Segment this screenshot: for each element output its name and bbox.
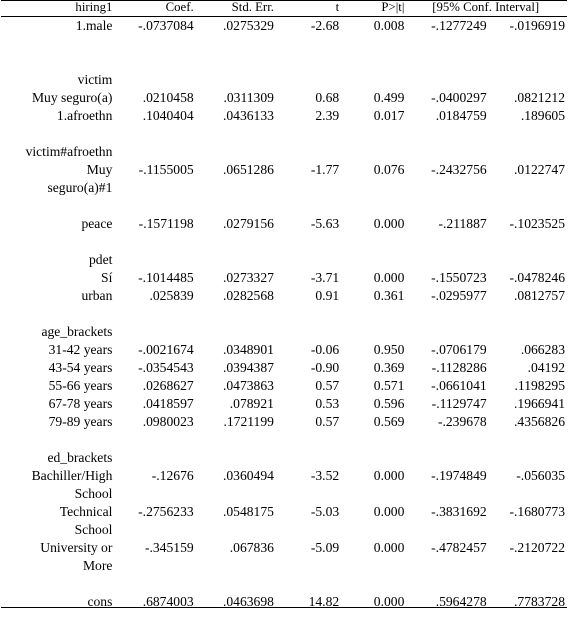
group-header-row: [1, 251, 567, 269]
coef-cell: .6874003: [142, 594, 194, 609]
row-label: 1.afroethn: [56, 108, 113, 123]
p-cell: 0.017: [373, 108, 405, 123]
row-label: 43-54 years: [48, 360, 113, 375]
ci-low-cell: -.1550723: [431, 270, 487, 285]
ci-low-cell: -.4782457: [431, 540, 487, 555]
group-header-row: [1, 143, 567, 161]
p-cell: 0.000: [373, 540, 405, 555]
se-cell: .0360494: [222, 468, 274, 483]
t-cell: -3.52: [310, 468, 340, 483]
se-cell: .0273327: [222, 270, 274, 285]
se-cell: .0651286: [222, 162, 274, 177]
group-label: victim: [77, 72, 113, 87]
se-cell: .1721199: [223, 414, 274, 429]
row-label: Muy: [86, 162, 113, 177]
ci-high-cell: -.056035: [516, 468, 565, 483]
row-label: 79-89 years: [48, 414, 113, 429]
t-cell: 0.68: [315, 90, 340, 105]
coef-cell: -.0737084: [138, 18, 194, 33]
depvar-header: hiring1: [1, 0, 112, 17]
table-row: [1, 467, 567, 485]
table-row: [1, 593, 567, 611]
p-cell: 0.076: [373, 162, 405, 177]
group-label: ed_brackets: [47, 450, 113, 465]
label-continuation-row: [1, 521, 567, 539]
t-cell: 14.82: [308, 594, 340, 609]
coef-cell: -.12676: [151, 468, 194, 483]
coef-cell: -.1571198: [138, 216, 194, 231]
row-label: 55-66 years: [48, 378, 113, 393]
ci-high-cell: -.0196919: [509, 18, 565, 33]
group-header-row: [1, 71, 567, 89]
t-cell: -5.03: [310, 504, 340, 519]
ci-high-cell: -.0478246: [509, 270, 565, 285]
table-header: [1, 0, 567, 17]
row-label: 31-42 years: [48, 342, 113, 357]
coef-cell: .0210458: [142, 90, 194, 105]
t-cell: 2.39: [315, 108, 340, 123]
p-header: P>|t|: [339, 0, 404, 17]
label-continuation-row: [1, 485, 567, 503]
se-header: Std. Err.: [194, 0, 274, 17]
p-cell: 0.000: [373, 270, 405, 285]
ci-low-cell: -.1277249: [431, 18, 487, 33]
se-cell: .0548175: [222, 504, 274, 519]
coef-cell: -.0354543: [138, 360, 194, 375]
row-label-continued: More: [82, 558, 113, 573]
t-cell: -0.90: [310, 360, 340, 375]
se-cell: .067836: [229, 540, 274, 555]
row-label: University or: [40, 540, 113, 555]
coef-cell: -.345159: [144, 540, 194, 555]
coef-cell: .0980023: [142, 414, 194, 429]
row-label: 67-78 years: [48, 396, 113, 411]
table-row: [1, 161, 567, 179]
se-cell: .0282568: [222, 288, 274, 303]
group-header-row: [1, 449, 567, 467]
ci-high-cell: -.1023525: [509, 216, 565, 231]
ci-low-cell: -.3831692: [431, 504, 487, 519]
t-cell: -1.77: [310, 162, 340, 177]
se-cell: .0473863: [222, 378, 274, 393]
table-row: [1, 215, 567, 233]
ci-low-cell: -.0706179: [431, 342, 487, 357]
ci-low-cell: -.1129747: [431, 396, 487, 411]
group-label: victim#afroethn: [25, 144, 113, 159]
coef-cell: -.1155005: [138, 162, 194, 177]
table-row: [1, 17, 567, 36]
row-label: Sí: [101, 270, 113, 285]
label-continuation-row: [1, 557, 567, 575]
se-cell: .0394387: [222, 360, 274, 375]
table-row: [1, 107, 567, 125]
se-cell: .0436133: [222, 108, 274, 123]
coef-header: Coef.: [112, 0, 193, 17]
p-cell: 0.000: [373, 216, 405, 231]
row-label: Bachiller/High: [31, 468, 113, 483]
se-cell: .0348901: [222, 342, 274, 357]
p-cell: 0.008: [373, 18, 405, 33]
ci-header: [95% Conf. Interval]: [404, 0, 567, 17]
t-header: t: [274, 0, 339, 17]
p-cell: 0.000: [373, 468, 405, 483]
group-header-row: [1, 323, 567, 341]
group-label: age_brackets: [41, 324, 113, 339]
p-cell: 0.596: [373, 396, 405, 411]
se-cell: .0279156: [222, 216, 274, 231]
row-label: urban: [81, 288, 113, 303]
table-row: [1, 269, 567, 287]
ci-low-cell: -.1128286: [431, 360, 487, 375]
table-row: [1, 395, 567, 413]
p-cell: 0.000: [373, 504, 405, 519]
row-label: cons: [87, 594, 113, 609]
ci-low-cell: .0184759: [435, 108, 487, 123]
coef-cell: -.1014485: [138, 270, 194, 285]
se-cell: .078921: [229, 396, 274, 411]
p-cell: 0.950: [373, 342, 405, 357]
table-row: [1, 539, 567, 557]
coef-cell: -.0021674: [138, 342, 194, 357]
ci-high-cell: -.2120722: [509, 540, 565, 555]
t-cell: -5.09: [310, 540, 340, 555]
ci-high-cell: .1966941: [514, 396, 565, 411]
p-cell: 0.569: [373, 414, 405, 429]
table-bottom-rule: [1, 607, 567, 608]
coef-cell: -.2756233: [138, 504, 194, 519]
coef-cell: .0418597: [142, 396, 194, 411]
se-cell: .0311309: [223, 90, 274, 105]
se-cell: .0275329: [222, 18, 274, 33]
ci-high-cell: .0122747: [514, 162, 565, 177]
t-cell: -3.71: [310, 270, 340, 285]
row-label-continued: School: [74, 522, 113, 537]
t-cell: 0.57: [315, 414, 340, 429]
ci-high-cell: .189605: [520, 108, 565, 123]
ci-low-cell: .5964278: [435, 594, 487, 609]
p-cell: 0.369: [373, 360, 405, 375]
table-row: [1, 341, 567, 359]
t-cell: -5.63: [310, 216, 340, 231]
t-cell: 0.91: [315, 288, 340, 303]
table-row: [1, 413, 567, 431]
ci-low-cell: -.0400297: [431, 90, 487, 105]
ci-low-cell: -.0661041: [431, 378, 487, 393]
ci-high-cell: .04192: [527, 360, 565, 375]
ci-high-cell: .4356826: [514, 414, 565, 429]
p-cell: 0.000: [373, 594, 405, 609]
row-label: 1.male: [75, 18, 113, 33]
t-cell: 0.57: [315, 378, 340, 393]
table-row: [1, 359, 567, 377]
ci-low-cell: -.2432756: [431, 162, 487, 177]
ci-high-cell: -.1680773: [509, 504, 565, 519]
coef-cell: .0268627: [142, 378, 194, 393]
ci-high-cell: .066283: [520, 342, 565, 357]
row-label: peace: [81, 216, 113, 231]
table-row: [1, 89, 567, 107]
ci-high-cell: .1198295: [514, 378, 565, 393]
t-cell: -2.68: [310, 18, 340, 33]
ci-low-cell: -.1974849: [431, 468, 487, 483]
ci-high-cell: .7783728: [514, 594, 565, 609]
p-cell: 0.571: [373, 378, 405, 393]
coef-cell: .025839: [149, 288, 194, 303]
ci-high-cell: .0812757: [514, 288, 565, 303]
label-continuation-row: [1, 179, 567, 197]
p-cell: 0.499: [373, 90, 405, 105]
table-row: [1, 377, 567, 395]
t-cell: 0.53: [315, 396, 340, 411]
t-cell: -0.06: [310, 342, 340, 357]
ci-high-cell: .0821212: [514, 90, 565, 105]
p-cell: 0.361: [373, 288, 405, 303]
row-label-continued: seguro(a)#1: [47, 180, 113, 195]
ci-low-cell: -.0295977: [431, 288, 487, 303]
table-row: [1, 503, 567, 521]
row-label: Technical: [59, 504, 113, 519]
ci-low-cell: -.239678: [437, 414, 487, 429]
group-label: pdet: [88, 252, 113, 267]
coef-cell: .1040404: [142, 108, 194, 123]
row-label-continued: School: [74, 486, 113, 501]
table-body: [1, 17, 567, 612]
regression-table: [1, 0, 567, 611]
ci-low-cell: -.211887: [438, 216, 487, 231]
se-cell: .0463698: [222, 594, 274, 609]
table-row: [1, 287, 567, 305]
row-label: Muy seguro(a): [31, 90, 113, 105]
